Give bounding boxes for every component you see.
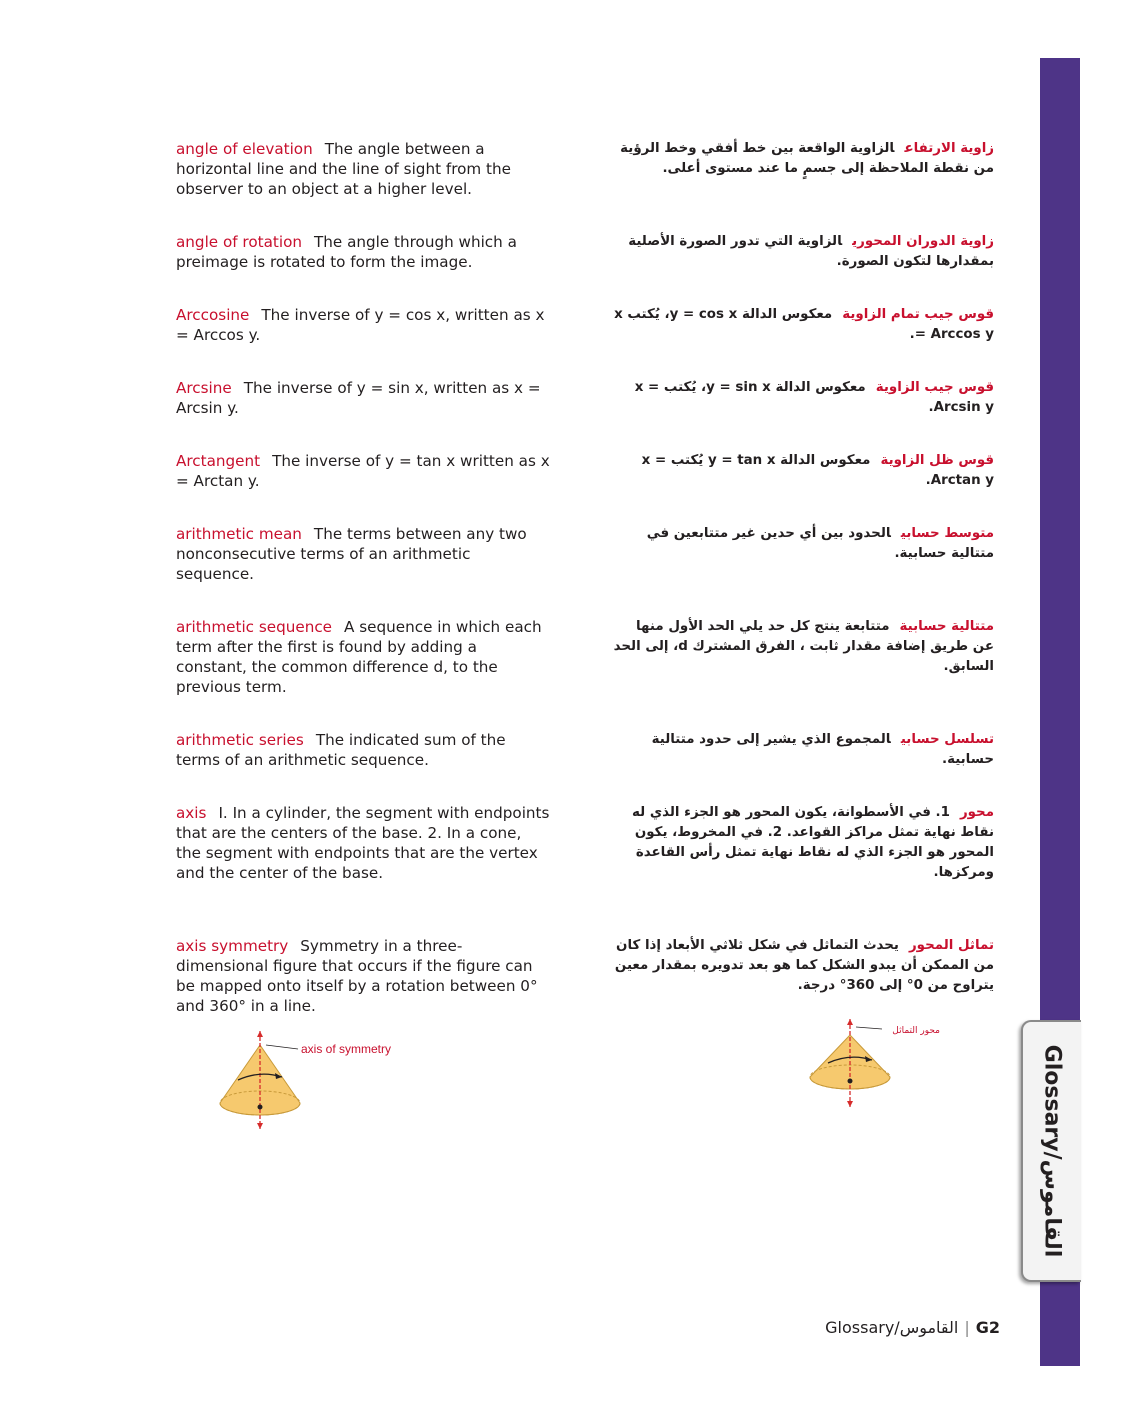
definition: I. In a cylinder, the segment with endpoints that are the centers of the base. 2. In a cone, the segment with endpoints that are the vertex and the center of the base. — [176, 804, 550, 882]
definition: The inverse of y = sin x, written as x = Arcsin y. — [176, 379, 541, 417]
definition: The indicated sum of the terms of an arithmetic sequence. — [176, 731, 506, 769]
entry-en — [176, 936, 551, 1016]
term-ar: تسلسل حسابي — [900, 732, 994, 747]
term-ar: زاوية الارتفاع — [904, 141, 994, 156]
term: Arccosine — [176, 306, 250, 324]
definition: The angle through which a preimage is rotated to form the image. — [176, 233, 517, 271]
cone-figure-en — [210, 1025, 392, 1135]
definition: A sequence in which each term after the first is found by adding a constant, the common difference d, to the previous term. — [176, 618, 542, 696]
definition: The inverse of y = tan x written as x = Arctan y. — [176, 452, 550, 490]
entry-en — [176, 378, 551, 418]
definition-ar: معكوس الدالة y = sin x، يُكتب x = Arcsin y. — [634, 380, 994, 415]
definition: The inverse of y = cos x, written as x = Arccos y. — [176, 306, 545, 344]
definition-ar: المجموع الذي يشير إلى حدود متتالية حسابية. — [651, 732, 994, 767]
term-ar: تماثل المحور — [908, 938, 994, 953]
axis-label-en: axis of symmetry — [301, 1042, 392, 1056]
entry-en — [176, 139, 551, 199]
entry-ar — [612, 232, 994, 272]
definition-ar: الزاوية التي تدور الصورة الأصلية بمقدارها لتكون الصورة. — [628, 234, 994, 269]
entry-ar — [612, 803, 994, 883]
footer-title: Glossary/القاموس — [825, 1318, 959, 1337]
entry-en — [176, 803, 551, 883]
page-number: G2 — [975, 1318, 1000, 1337]
term-ar: متوسط حسابي — [900, 526, 994, 541]
definition-ar: الحدود بين أي حدين غير متتابعين في متتالية حسابية. — [646, 526, 994, 561]
term: arithmetic sequence — [176, 618, 333, 636]
term: angle of rotation — [176, 233, 302, 251]
definition-ar: معكوس الدالة y = tan x يُكتب x = Arctan y. — [641, 453, 994, 488]
entry-en — [176, 305, 551, 345]
entry-ar — [612, 139, 994, 179]
term: arithmetic series — [176, 731, 304, 749]
entry-ar — [612, 451, 994, 491]
entry-ar — [612, 617, 994, 677]
term: axis — [176, 804, 207, 822]
term-ar: محور — [959, 805, 994, 820]
page-footer — [825, 1318, 1000, 1337]
entry-ar — [612, 936, 994, 996]
entry-ar — [612, 378, 994, 418]
entry-en — [176, 730, 551, 770]
term: arithmetic mean — [176, 525, 302, 543]
term: Arctangent — [176, 452, 261, 470]
definition: The terms between any two nonconsecutive terms of an arithmetic sequence. — [176, 525, 527, 583]
entry-en — [176, 232, 551, 272]
entry-en — [176, 524, 551, 584]
term-ar: قوس ظل الزاوية — [880, 453, 994, 468]
entry-en — [176, 451, 551, 491]
term: axis symmetry — [176, 937, 289, 955]
term: angle of elevation — [176, 140, 313, 158]
footer-separator: | — [964, 1318, 970, 1337]
term-ar: متتالية حسابية — [899, 619, 994, 634]
entry-ar — [612, 305, 994, 345]
side-tab-label: Glossary/القاموس — [1039, 1044, 1065, 1258]
term: Arcsine — [176, 379, 232, 397]
definition-ar: معكوس الدالة y = cos x، يُكتب x = Arccos y. — [614, 307, 994, 342]
glossary-side-tab[interactable] — [1021, 1020, 1081, 1282]
entry-ar — [612, 524, 994, 564]
definition-ar: 1. في الأسطوانة، يكون المحور هو الجزء الذي له نقاط نهاية تمثل مراكز القواعد. 2. في المخروط، يكون المحور هو الجزء الذي له نقاط نهاية تمثل رأس القاعدة ومركزها. — [632, 805, 994, 880]
term-ar: قوس جيب الزاوية — [875, 380, 994, 395]
term-ar: زاوية الدوران المحوري — [852, 234, 994, 249]
definition-ar: متتابعة ينتج كل حد يلي الحد الأول منها عن طريق إضافة مقدار ثابت ، الفرق المشترك d، إلى الحد السابق. — [613, 619, 994, 674]
cone-figure-ar — [800, 1015, 970, 1125]
definition-ar: يحدث التماثل في شكل ثلاثي الأبعاد إذا كان من الممكن أن يبدو الشكل كما هو بعد تدويره بمقدار معين يتراوح من 0° إلى 360° درجة. — [614, 938, 994, 993]
definition: Symmetry in a three-dimensional figure that occurs if the figure can be mapped onto itself by a rotation between 0° and 360° in a line. — [176, 937, 538, 1015]
entry-ar — [612, 730, 994, 770]
term-ar: قوس جيب تمام الزاوية — [842, 307, 994, 322]
definition: The angle between a horizontal line and the line of sight from the observer to an object at a higher level. — [176, 140, 511, 198]
entry-en — [176, 617, 551, 697]
definition-ar: الزاوية الواقعة بين خط أفقي وخط الرؤية من نقطة الملاحظة إلى جسمٍ ما عند مستوى أعلى. — [620, 141, 994, 176]
axis-label-ar: محور التماثل — [892, 1026, 940, 1036]
